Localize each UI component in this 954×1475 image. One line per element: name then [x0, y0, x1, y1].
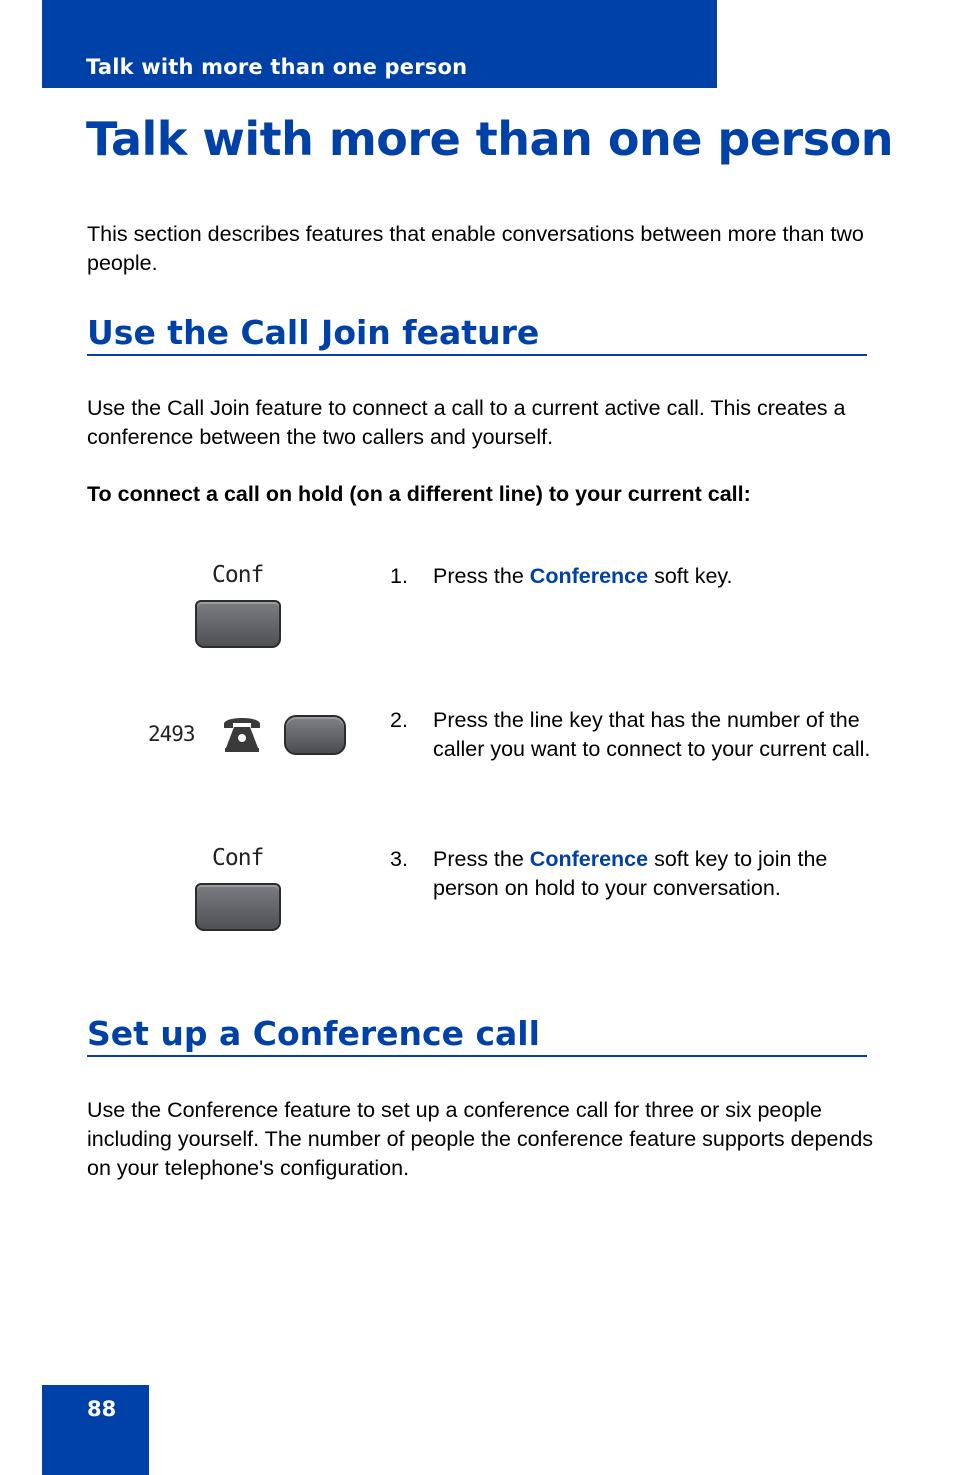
step-number: 3. — [390, 847, 408, 871]
conf-softkey-label: Conf — [212, 562, 264, 588]
line-key[interactable] — [284, 715, 346, 755]
step-number: 1. — [390, 564, 408, 588]
step-3-text: Press the Conference soft key to join the person on hold to your conversation. — [433, 847, 828, 900]
line-number-label: 2493 — [148, 722, 195, 746]
intro-paragraph: This section describes features that enable conversations between more than two people. — [87, 222, 864, 275]
telephone-handset-icon — [220, 712, 264, 754]
step-1-text: Press the Conference soft key. — [433, 564, 733, 588]
call-join-heading: Use the Call Join feature — [87, 313, 867, 356]
conf-softkey-label: Conf — [212, 845, 264, 871]
running-header-title: Talk with more than one person — [86, 55, 468, 79]
call-join-description: Use the Call Join feature to connect a call to a current active call. This creates a conference between the two callers and yourself. — [87, 396, 846, 449]
page-footer — [42, 1385, 149, 1475]
page-title: Talk with more than one person — [86, 112, 893, 166]
step-number: 2. — [390, 708, 408, 732]
conference-heading: Set up a Conference call — [87, 1014, 867, 1057]
conference-keyword: Conference — [529, 847, 649, 871]
procedure-title: To connect a call on hold (on a different line) to your current call: — [87, 482, 751, 506]
step-2-text: Press the line key that has the number of the caller you want to connect to your current call. — [433, 708, 871, 761]
conference-softkey[interactable] — [195, 600, 281, 648]
conference-description: Use the Conference feature to set up a conference call for three or six people including yourself. The number of people the conference feature supports depends on your telephone's configuration. — [87, 1098, 874, 1180]
running-header — [42, 0, 717, 88]
conference-keyword: Conference — [529, 564, 649, 588]
conference-softkey[interactable] — [195, 883, 281, 931]
page-number: 88 — [87, 1397, 117, 1421]
